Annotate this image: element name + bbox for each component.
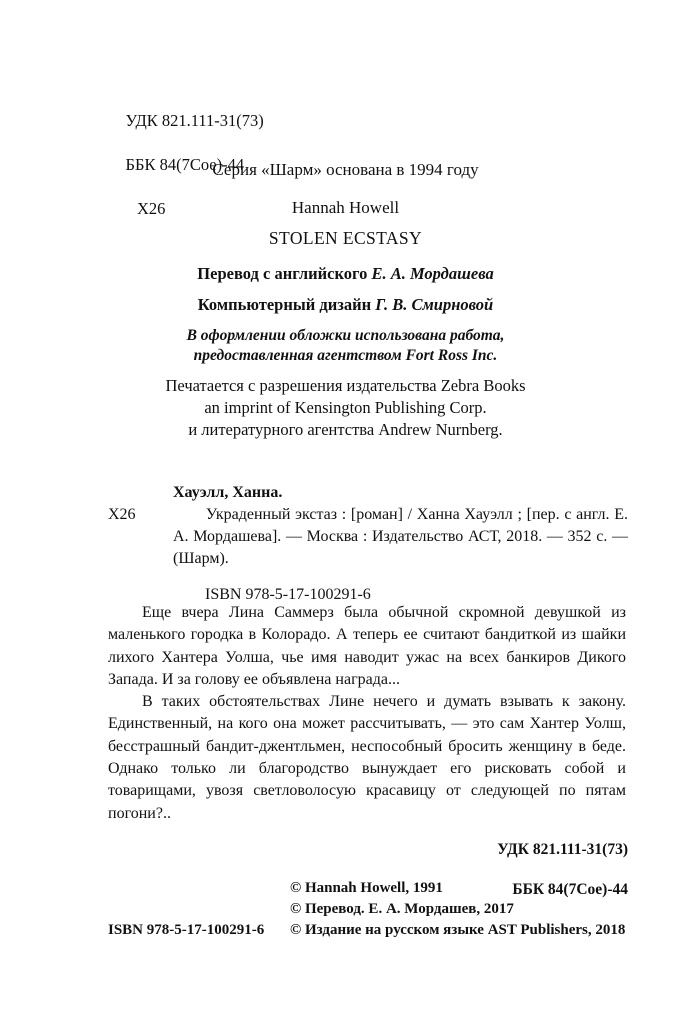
blurb-paragraph-2: В таких обстоятельствах Лине нечего и думать взывать к закону. Единственный, на кого она может рассчитывать, — это сам Хантер Уолш, бесстрашный бандит-джентльмен, неспособный бросить женщину в беде. Однако только ли благородство вынуждает его рисковать собой и товарищами, увозя светловолосую красавицу от следующей по пятам погони?..: [108, 693, 626, 822]
cover-note-line-2: предоставленная агентством Fort Ross Inc.: [193, 347, 498, 364]
series-line: Серия «Шарм» основана в 1994 году: [212, 160, 479, 179]
permission-line-1: Печатается с разрешения издательства Zebra Books: [165, 376, 526, 395]
blurb-paragraph-1: Еще вчера Лина Саммерз была обычной скромной девушкой из маленького городка в Колорадо. А теперь ее считают бандиткой из шайки лихого Хантера Уолша, чье имя наводит ужас на всех банкиров Дикого Запада. И за голову ее объявлена награда...: [108, 604, 626, 688]
cip-description-block: [108, 504, 628, 570]
translator-name: Е. А. Мордашева: [371, 264, 494, 283]
original-author: Hannah Howell: [291, 198, 400, 217]
copyright-row-3: [108, 920, 628, 941]
printing-permission-note: [0, 375, 691, 441]
copyright-line-1: © Hannah Howell, 1991: [290, 880, 443, 896]
cover-note-line-1: В оформлении обложки использована работа,: [186, 327, 505, 344]
shelf-mark-top: Х26: [137, 199, 166, 218]
shelf-mark-cip: Х26: [108, 506, 136, 523]
original-title: STOLEN ECSTASY: [268, 228, 423, 248]
udk-code-top: УДК 821.111-31(73): [125, 111, 264, 130]
copyright-row-2: [108, 899, 628, 920]
permission-line-2: an imprint of Kensington Publishing Corp.: [204, 398, 487, 417]
translation-credit-label: Перевод с английского: [197, 264, 372, 283]
copyright-line-2: © Перевод. Е. А. Мордашев, 2017: [290, 901, 514, 917]
cip-record: [108, 482, 628, 606]
design-credit: [0, 295, 691, 315]
copyright-block: [108, 878, 628, 941]
design-credit-label: Компьютерный дизайн: [197, 295, 376, 314]
isbn-bottom: ISBN 978-5-17-100291-6: [108, 922, 265, 938]
cover-artwork-note: [0, 326, 691, 366]
permission-line-3: и литературного агентства Andrew Nurnberg.: [188, 420, 503, 439]
translation-credit: [0, 264, 691, 284]
copyright-row-1: [108, 878, 628, 899]
designer-name: Г. В. Смирновой: [375, 295, 494, 314]
bbk-code-bottom: ББК 84(7Сое)-44: [512, 881, 628, 898]
udk-code-bottom: УДК 821.111-31(73): [497, 841, 628, 858]
cip-isbn: ISBN 978-5-17-100291-6: [205, 586, 371, 603]
cip-description: Украденный экстаз : [роман] / Ханна Хауэлл ; [пер. с англ. Е. А. Мордашева]. — Москва : Издательство АСТ, 2018. — 352 с. — (Шарм).: [173, 506, 628, 567]
bbk-code-top: ББК 84(7Сое)-44: [125, 155, 245, 174]
cip-author-heading: Хауэлл, Ханна.: [173, 484, 283, 501]
book-blurb: [108, 602, 626, 825]
copyright-line-3: © Издание на русском языке AST Publishers, 2018: [290, 922, 626, 938]
